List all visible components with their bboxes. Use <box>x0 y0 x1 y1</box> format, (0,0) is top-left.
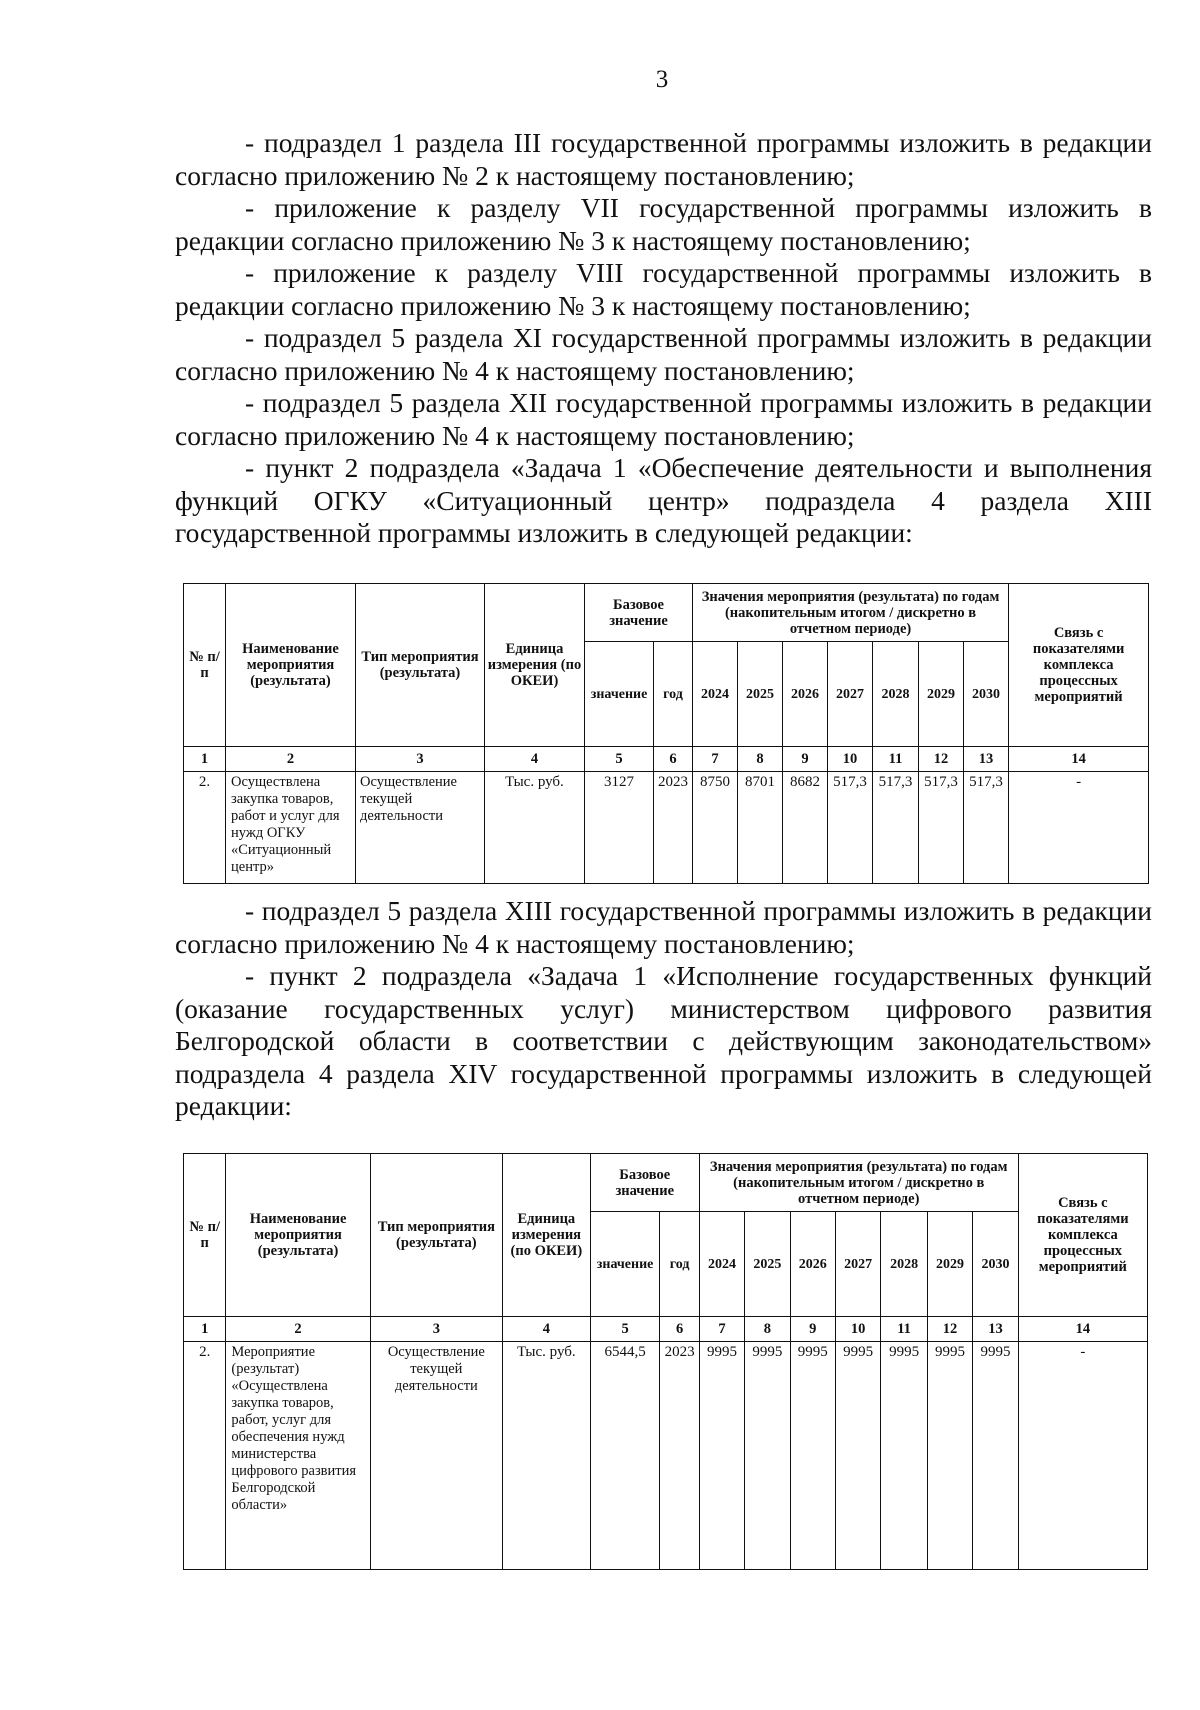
paragraph-1-text: - подраздел 1 раздела III государственной программы изложить в редакции согласно приложению № 2 к настоящему постановлению; <box>175 127 1152 191</box>
col-number: 4 <box>502 1317 590 1342</box>
column-number-row <box>184 1317 1148 1342</box>
col-number: 6 <box>660 1317 699 1342</box>
col-number: 5 <box>585 747 654 772</box>
header-base-year: год <box>660 1212 699 1317</box>
row-unit: Тыс. руб. <box>485 772 585 884</box>
header-year: 2025 <box>738 642 783 747</box>
col-number: 13 <box>964 747 1009 772</box>
header-unit: Единица измерения (по ОКЕИ) <box>485 584 585 747</box>
col-number: 9 <box>790 1317 835 1342</box>
row-link: - <box>1018 1342 1147 1570</box>
row-value: 8701 <box>738 772 783 884</box>
col-number: 13 <box>973 1317 1018 1342</box>
col-number: 5 <box>590 1317 660 1342</box>
paragraph-3-text: - приложение к разделу VIII государственной программы изложить в редакции согласно приложению № 3 к настоящему постановлению; <box>175 257 1152 321</box>
row-value: 517,3 <box>873 772 919 884</box>
row-num: 2. <box>184 772 226 884</box>
row-unit: Тыс. руб. <box>502 1342 590 1570</box>
col-number: 14 <box>1009 747 1149 772</box>
paragraph-2 <box>175 192 1152 257</box>
col-number: 14 <box>1018 1317 1147 1342</box>
col-number: 9 <box>783 747 828 772</box>
paragraph-7-text: - подраздел 5 раздела XIII государственной программы изложить в редакции согласно приложению № 4 к настоящему постановлению; <box>175 895 1152 959</box>
paragraph-4 <box>175 322 1152 387</box>
col-number: 11 <box>873 747 919 772</box>
col-number: 12 <box>919 747 964 772</box>
header-year: 2028 <box>881 1212 927 1317</box>
paragraph-8-text: - пункт 2 подраздела «Задача 1 «Исполнение государственных функций (оказание государственных услуг) министерством цифрового развития Белгородской области в соответствии с действующим законодательством» подраздела 4 раздела XIV государственной программы изложить в следующей редакции: <box>175 960 1152 1121</box>
header-base-year: год <box>654 642 693 747</box>
paragraph-8 <box>175 960 1152 1123</box>
header-link: Связь с показателями комплекса процессных мероприятий <box>1018 1154 1147 1317</box>
col-number: 1 <box>184 747 226 772</box>
row-value: 8682 <box>783 772 828 884</box>
header-num: № п/п <box>184 584 226 747</box>
col-number: 8 <box>745 1317 790 1342</box>
row-name: Мероприятие (результат) «Осуществлена закупка товаров, работ, услуг для обеспечения нужд министерства цифрового развития Белгородской области» <box>226 1342 370 1570</box>
paragraph-4-text: - подраздел 5 раздела XI государственной программы изложить в редакции согласно приложению № 4 к настоящему постановлению; <box>175 322 1152 386</box>
col-number: 3 <box>370 1317 502 1342</box>
row-type: Осуществление текущей деятельности <box>370 1342 502 1570</box>
page-number: 3 <box>655 66 669 93</box>
col-number: 7 <box>699 1317 744 1342</box>
header-base: Базовое значение <box>590 1154 699 1212</box>
header-year: 2026 <box>783 642 828 747</box>
paragraph-1 <box>175 127 1152 192</box>
col-number: 4 <box>485 747 585 772</box>
header-type: Тип мероприятия (результата) <box>356 584 485 747</box>
col-number: 10 <box>828 747 873 772</box>
header-year: 2025 <box>745 1212 790 1317</box>
header-year: 2027 <box>835 1212 880 1317</box>
header-year: 2024 <box>699 1212 744 1317</box>
header-values-by-year: Значения мероприятия (результата) по годам (накопительным итогом / дискретно в отчетном периоде) <box>693 584 1009 642</box>
paragraph-5 <box>175 387 1152 452</box>
paragraph-6-text: - пункт 2 подраздела «Задача 1 «Обеспечение деятельности и выполнения функций ОГКУ «Ситуационный центр» подраздела 4 раздела XIII государственной программы изложить в следующей редакции: <box>175 452 1152 548</box>
header-year: 2027 <box>828 642 873 747</box>
row-value: 9995 <box>745 1342 790 1570</box>
header-base-value: значение <box>590 1212 660 1317</box>
row-value: 9995 <box>835 1342 880 1570</box>
row-value: 9995 <box>699 1342 744 1570</box>
header-year: 2030 <box>964 642 1009 747</box>
header-name: Наименование мероприятия (результата) <box>226 1154 370 1317</box>
header-year: 2028 <box>873 642 919 747</box>
header-year: 2026 <box>790 1212 835 1317</box>
header-year: 2029 <box>927 1212 972 1317</box>
table-1 <box>183 583 1149 884</box>
col-number: 6 <box>654 747 693 772</box>
header-num: № п/п <box>184 1154 226 1317</box>
paragraph-7 <box>175 895 1152 960</box>
paragraph-5-text: - подраздел 5 раздела XII государственной программы изложить в редакции согласно приложению № 4 к настоящему постановлению; <box>175 387 1152 451</box>
row-base-year: 2023 <box>660 1342 699 1570</box>
row-base-value: 3127 <box>585 772 654 884</box>
row-num: 2. <box>184 1342 226 1570</box>
col-number: 1 <box>184 1317 226 1342</box>
row-value: 517,3 <box>828 772 873 884</box>
row-type: Осуществление текущей деятельности <box>356 772 485 884</box>
header-year: 2030 <box>973 1212 1018 1317</box>
col-number: 10 <box>835 1317 880 1342</box>
header-values-by-year: Значения мероприятия (результата) по годам (накопительным итогом / дискретно в отчетном периоде) <box>699 1154 1018 1212</box>
col-number: 7 <box>693 747 738 772</box>
paragraph-6 <box>175 452 1152 550</box>
header-base: Базовое значение <box>585 584 693 642</box>
row-value: 9995 <box>790 1342 835 1570</box>
header-name: Наименование мероприятия (результата) <box>226 584 356 747</box>
column-number-row <box>184 747 1149 772</box>
row-base-year: 2023 <box>654 772 693 884</box>
header-link: Связь с показателями комплекса процессных мероприятий <box>1009 584 1149 747</box>
header-year: 2024 <box>693 642 738 747</box>
col-number: 8 <box>738 747 783 772</box>
row-value: 9995 <box>973 1342 1018 1570</box>
header-unit: Единица измерения (по ОКЕИ) <box>502 1154 590 1317</box>
table-row <box>184 772 1149 884</box>
row-link: - <box>1009 772 1149 884</box>
header-type: Тип мероприятия (результата) <box>370 1154 502 1317</box>
header-base-value: значение <box>585 642 654 747</box>
row-base-value: 6544,5 <box>590 1342 660 1570</box>
row-value: 8750 <box>693 772 738 884</box>
paragraph-2-text: - приложение к разделу VII государственной программы изложить в редакции согласно приложению № 3 к настоящему постановлению; <box>175 192 1152 256</box>
row-value: 517,3 <box>964 772 1009 884</box>
col-number: 3 <box>356 747 485 772</box>
row-name: Осуществлена закупка товаров, работ и услуг для нужд ОГКУ «Ситуационный центр» <box>226 772 356 884</box>
col-number: 12 <box>927 1317 972 1342</box>
table-2 <box>183 1153 1148 1570</box>
col-number: 11 <box>881 1317 927 1342</box>
row-value: 9995 <box>927 1342 972 1570</box>
header-year: 2029 <box>919 642 964 747</box>
col-number: 2 <box>226 747 356 772</box>
row-value: 517,3 <box>919 772 964 884</box>
table-row <box>184 1342 1148 1570</box>
paragraph-3 <box>175 257 1152 322</box>
row-value: 9995 <box>881 1342 927 1570</box>
col-number: 2 <box>226 1317 370 1342</box>
